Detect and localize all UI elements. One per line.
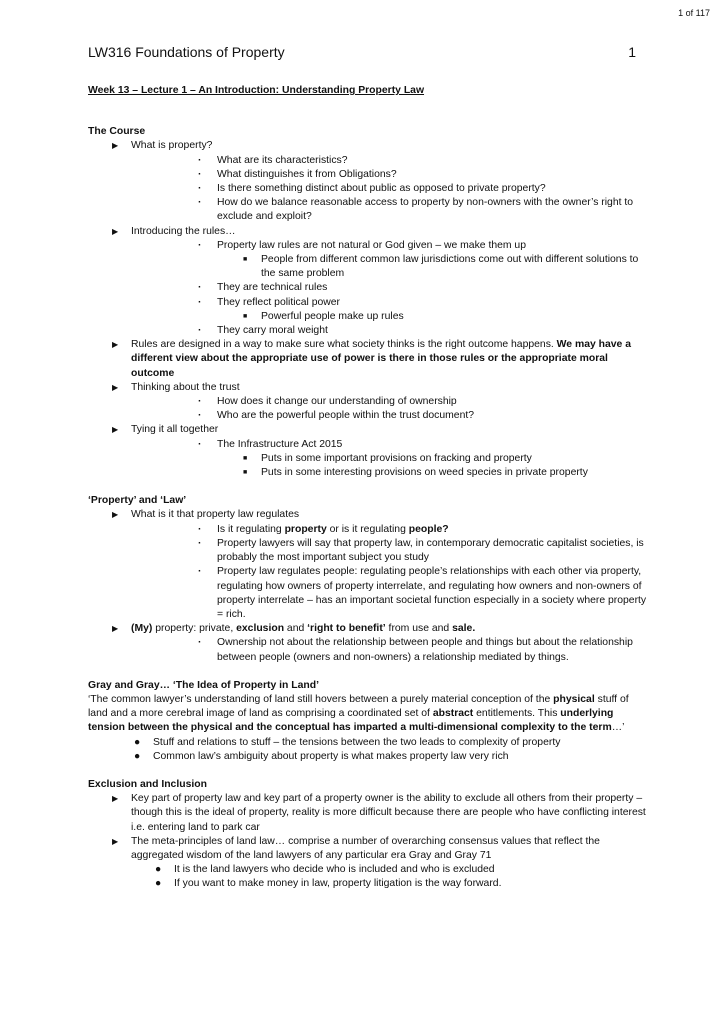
circle-bullet-icon: ● <box>134 736 141 748</box>
list-item: ▶ Tying it all together · The Infrastructure Act 2015 ■ Puts in some important provisions on fracking and property ■ Puts in some interesting provisions on weed species in private property <box>88 423 648 480</box>
triangle-bullet-icon: ▶ <box>112 226 119 236</box>
triangle-bullet-icon: ▶ <box>112 340 119 350</box>
list-item: · They are technical rules <box>131 281 648 295</box>
triangle-bullet-icon: ▶ <box>112 425 119 435</box>
list-item: · Is there something distinct about public as opposed to private property? <box>131 182 648 196</box>
section-heading-property-law: ‘Property’ and ‘Law’ <box>88 495 187 507</box>
list-item: · Property lawyers will say that property law, in contemporary democratic capitalist societies, is probably the most important subject you study <box>198 537 644 564</box>
triangle-bullet-icon: ▶ <box>112 510 119 520</box>
list-item: · Who are the powerful people within the trust document? <box>131 409 648 423</box>
list-item: ● Stuff and relations to stuff – the tensions between the two leads to complexity of property <box>88 736 648 750</box>
list-item: ▶ Key part of property law and key part of a property owner is the ability to exclude all others from their property – though this is the ideal of property, reality is more difficult because there are people who have conflicting interest i.e. entering land to park car <box>112 793 646 833</box>
dot-bullet-icon: · <box>198 523 202 535</box>
square-bullet-icon: ■ <box>243 469 248 477</box>
list-item: ● If you want to make money in law, property litigation is the way forward. <box>88 877 648 891</box>
dot-bullet-icon: · <box>198 168 202 180</box>
exclusion-list <box>88 792 648 891</box>
list-item: ▶ Introducing the rules… · Property law rules are not natural or God given – we make them up ■ People from different common law jurisdictions come out with different solutions to the same problem · They are technical rules · They reflect political power ■ Powerful people make up rules · They carry moral weight <box>88 225 648 339</box>
dot-bullet-icon: · <box>198 197 202 209</box>
dot-bullet-icon: · <box>198 438 202 450</box>
square-bullet-icon: ■ <box>243 454 248 462</box>
lecture-title: Week 13 – Lecture 1 – An Introduction: Understanding Property Law <box>88 85 425 96</box>
list-item: ● Common law’s ambiguity about property is what makes property law very rich <box>88 750 648 764</box>
dot-bullet-icon: · <box>198 566 202 578</box>
list-item: ● It is the land lawyers who decide who is included and who is excluded <box>88 863 648 877</box>
list-item: ▶ (My) property: private, exclusion and ‘right to benefit’ from use and sale. · Ownership not about the relationship between people and things but about the relationship between people (owners and non-owners) a relationship mediated by things. <box>88 622 648 665</box>
dot-bullet-icon: · <box>198 637 202 649</box>
page-header <box>88 44 636 60</box>
dot-bullet-icon: · <box>198 154 202 166</box>
list-item: · How do we balance reasonable access to property by non-owners with the owner’s right to exclude and exploit? <box>198 197 634 223</box>
triangle-bullet-icon: ▶ <box>112 624 119 634</box>
section-heading-gray: Gray and Gray… ‘The Idea of Property in Land’ <box>88 679 319 691</box>
list-item: · Property law regulates people: regulating people’s relationships with each other via property, regulating how owners of property interrelate, and regulating how owners and non-owners of property interrelate – has an important societal function especially in a society where property = rich. <box>198 566 647 620</box>
gray-quote: ‘The common lawyer’s understanding of land still hovers between a purely material conception of the physical stuff of land and a more cerebral image of land as comprising a coordinated set of abstract entitlements. This underlying tension between the physical and the conceptual has imparted a multi-dimensional complexity to the term…’ <box>88 693 629 734</box>
triangle-bullet-icon: ▶ <box>112 794 119 804</box>
dot-bullet-icon: · <box>198 396 202 408</box>
course-list <box>88 139 648 480</box>
property-law-list <box>88 508 648 664</box>
header-page-number: 1 <box>628 44 636 60</box>
list-item: · What distinguishes it from Obligations? <box>131 168 648 182</box>
square-bullet-icon: ■ <box>243 312 248 320</box>
list-item: · How does it change our understanding of ownership <box>131 395 648 409</box>
circle-bullet-icon: ● <box>155 878 162 890</box>
triangle-bullet-icon: ▶ <box>112 141 119 151</box>
dot-bullet-icon: · <box>198 282 202 294</box>
list-item: · The Infrastructure Act 2015 ■ Puts in some important provisions on fracking and property ■ Puts in some interesting provisions on weed species in private property <box>131 438 648 481</box>
dot-bullet-icon: · <box>198 325 202 337</box>
dot-bullet-icon: · <box>198 183 202 195</box>
square-bullet-icon: ■ <box>243 256 248 264</box>
list-item: ▶ Rules are designed in a way to make sure what society thinks is the right outcome happens. We may have a different view about the appropriate use of power is there in those rules or the appropriate moral outcome <box>112 339 631 379</box>
list-item: ▶ What is it that property law regulates · Is it regulating property or is it regulating people? · Property lawyers will say that property law, in contemporary democratic capitalist societies, is probably the most important subject you study · Property law regulates people: regulating people’s relationships with each other via property, regulating how owners of property interrelate, and regulating how owners and non-owners of property interrelate – has an important societal function especially in a society where property = rich. <box>88 508 648 622</box>
dot-bullet-icon: · <box>198 239 202 251</box>
triangle-bullet-icon: ▶ <box>112 382 119 392</box>
list-item: · What are its characteristics? <box>131 154 648 168</box>
circle-bullet-icon: ● <box>134 750 141 762</box>
dot-bullet-icon: · <box>198 537 202 549</box>
list-item: ■ People from different common law jurisdictions come out with different solutions to the same problem <box>243 254 639 280</box>
list-item: ▶ Thinking about the trust · How does it change our understanding of ownership · Who are the powerful people within the trust document? <box>88 381 648 424</box>
list-item: ▶ The meta-principles of land law… comprise a number of overarching consensus values that reflect the aggregated wisdom of the land lawyers of any particular era Gray and Gray 71 ● It is the land lawyers who decide who is included and who is excluded ● If you want to make money in law, property litigation is the way forward. <box>88 835 648 892</box>
list-item: · Property law rules are not natural or God given – we make them up ■ People from different common law jurisdictions come out with different solutions to the same problem <box>131 239 648 282</box>
dot-bullet-icon: · <box>198 296 202 308</box>
page-count: 1 of 117 <box>678 8 710 18</box>
course-title: LW316 Foundations of Property <box>88 44 285 60</box>
list-item: · Is it regulating property or is it regulating people? <box>131 523 648 537</box>
list-item: · They reflect political power ■ Powerful people make up rules <box>131 296 648 324</box>
list-item: · They carry moral weight <box>131 324 648 338</box>
list-item: ■ Powerful people make up rules <box>131 310 648 324</box>
list-item: · Ownership not about the relationship between people and things but about the relationship between people (owners and non-owners) a relationship mediated by things. <box>198 637 633 663</box>
gray-list <box>88 736 648 764</box>
triangle-bullet-icon: ▶ <box>112 836 119 846</box>
list-item: ■ Puts in some important provisions on fracking and property <box>131 452 648 466</box>
section-heading-exclusion: Exclusion and Inclusion <box>88 778 207 790</box>
section-heading-course: The Course <box>88 126 146 138</box>
document-body <box>88 84 648 892</box>
list-item: ■ Puts in some interesting provisions on weed species in private property <box>131 466 648 480</box>
circle-bullet-icon: ● <box>155 864 162 876</box>
dot-bullet-icon: · <box>198 410 202 422</box>
list-item: ▶ What is property? · What are its characteristics? · What distinguishes it from Obligations? · Is there something distinct about public as opposed to private property? · How do we balance reasonable access to property by non-owners with the owner’s right to exclude and exploit? <box>88 139 648 224</box>
